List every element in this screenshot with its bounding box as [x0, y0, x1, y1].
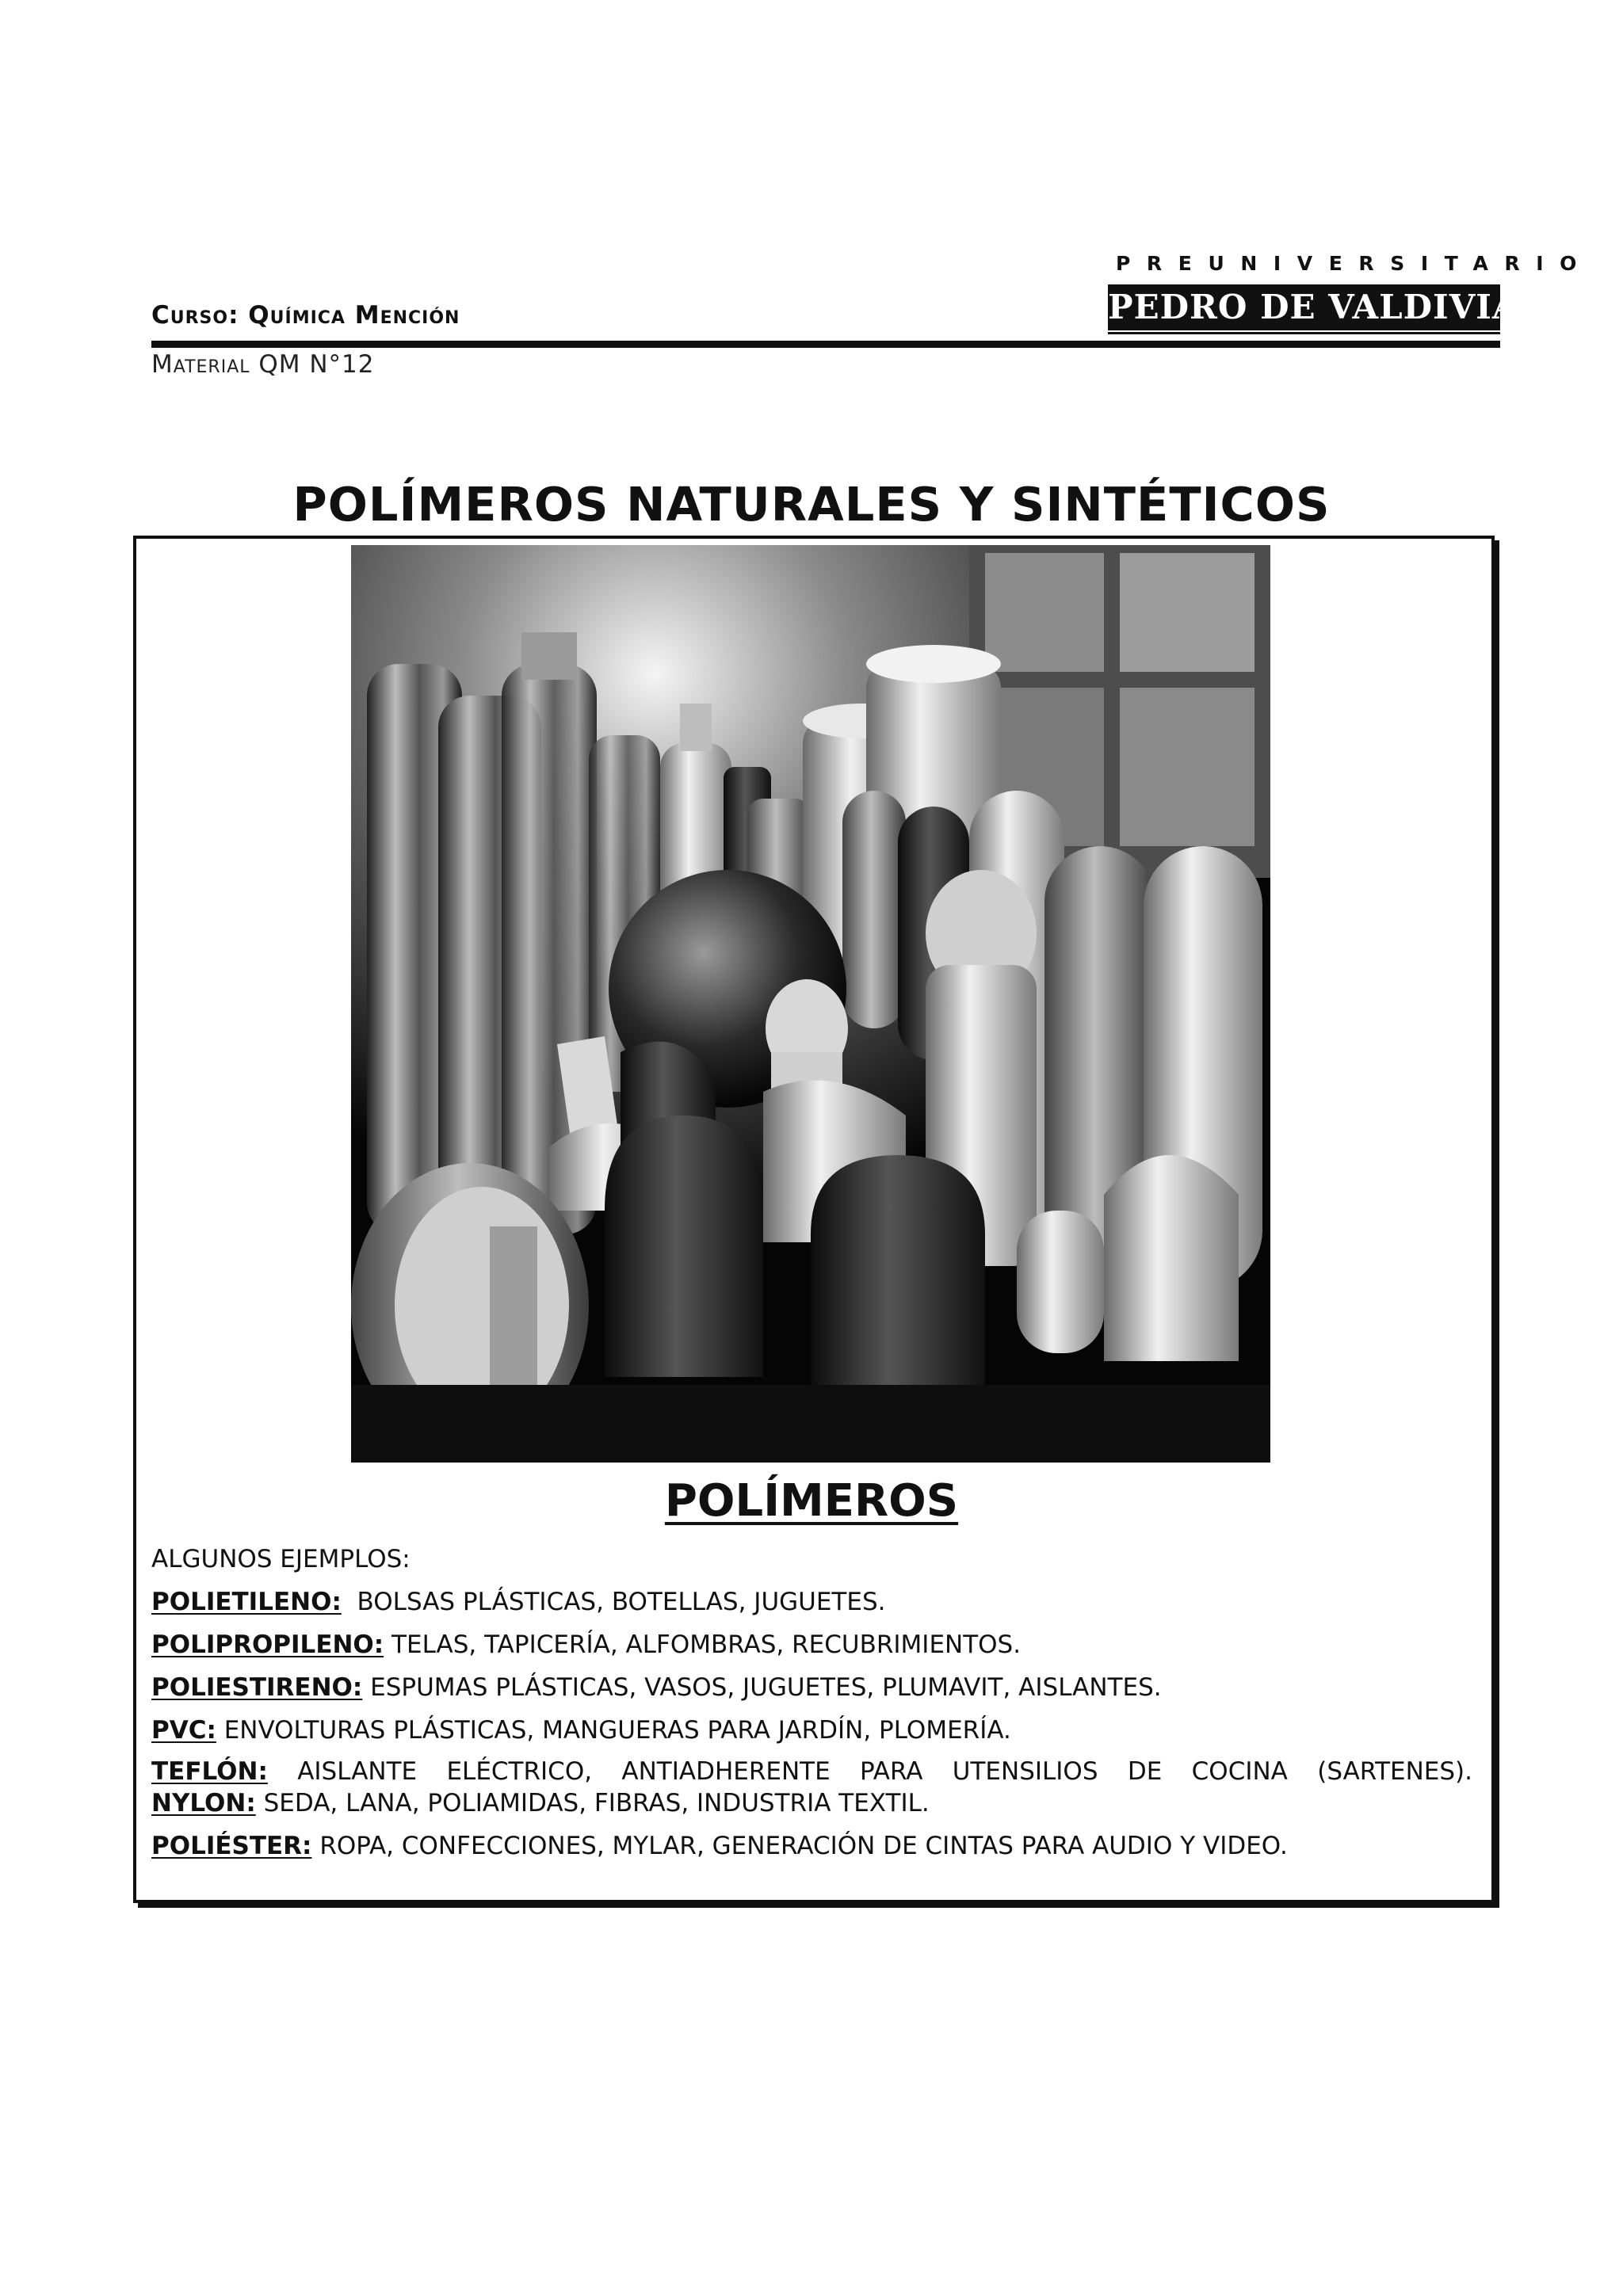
material-number: Material QM N°12 [151, 350, 375, 379]
example-poliester [151, 1832, 1288, 1860]
examples-intro: ALGUNOS EJEMPLOS: [151, 1545, 411, 1573]
example-polietileno [151, 1588, 886, 1616]
example-teflon [151, 1757, 1472, 1786]
photo-illustration [351, 545, 1270, 1463]
header-rule [151, 341, 1500, 348]
example-term: NYLON: [151, 1789, 256, 1817]
example-text: TELAS, TAPICERÍA, ALFOMBRAS, RECUBRIMIENTOS. [384, 1630, 1022, 1659]
example-term: POLIÉSTER: [151, 1832, 312, 1860]
example-term: POLIETILENO: [151, 1588, 342, 1616]
course-title: Curso: Química Mención [151, 301, 460, 330]
plastic-containers-photo [351, 545, 1270, 1463]
institution-logo [1108, 252, 1594, 338]
example-text: SEDA, LANA, POLIAMIDAS, FIBRAS, INDUSTRIA TEXTIL. [255, 1789, 930, 1817]
page-title: POLÍMEROS NATURALES Y SINTÉTICOS [292, 477, 1331, 532]
example-text: ROPA, CONFECCIONES, MYLAR, GENERACIÓN DE CINTAS PARA AUDIO Y VIDEO. [311, 1832, 1288, 1860]
example-pvc [151, 1716, 1011, 1745]
example-polipropileno [151, 1630, 1021, 1659]
logo-name: PEDRO DE VALDIVIA [1108, 284, 1500, 330]
example-text: ENVOLTURAS PLÁSTICAS, MANGUERAS PARA JARDÍN, PLOMERÍA. [216, 1716, 1011, 1745]
example-poliestireno [151, 1673, 1162, 1702]
example-term: POLIPROPILENO: [151, 1630, 384, 1659]
example-term: PVC: [151, 1716, 216, 1745]
example-nylon [151, 1789, 930, 1817]
example-text: BOLSAS PLÁSTICAS, BOTELLAS, JUGUETES. [341, 1588, 886, 1616]
example-text: ESPUMAS PLÁSTICAS, VASOS, JUGUETES, PLUMAVIT, AISLANTES. [362, 1673, 1162, 1702]
example-term: TEFLÓN: [151, 1757, 268, 1786]
section-title: POLÍMEROS [664, 1475, 959, 1527]
logo-tagline: PREUNIVERSITARIO [1116, 252, 1594, 275]
logo-underline [1108, 332, 1500, 334]
example-text: AISLANTE ELÉCTRICO, ANTIADHERENTE PARA UTENSILIOS DE COCINA (SARTENES). [267, 1757, 1472, 1786]
example-term: POLIESTIRENO: [151, 1673, 363, 1702]
